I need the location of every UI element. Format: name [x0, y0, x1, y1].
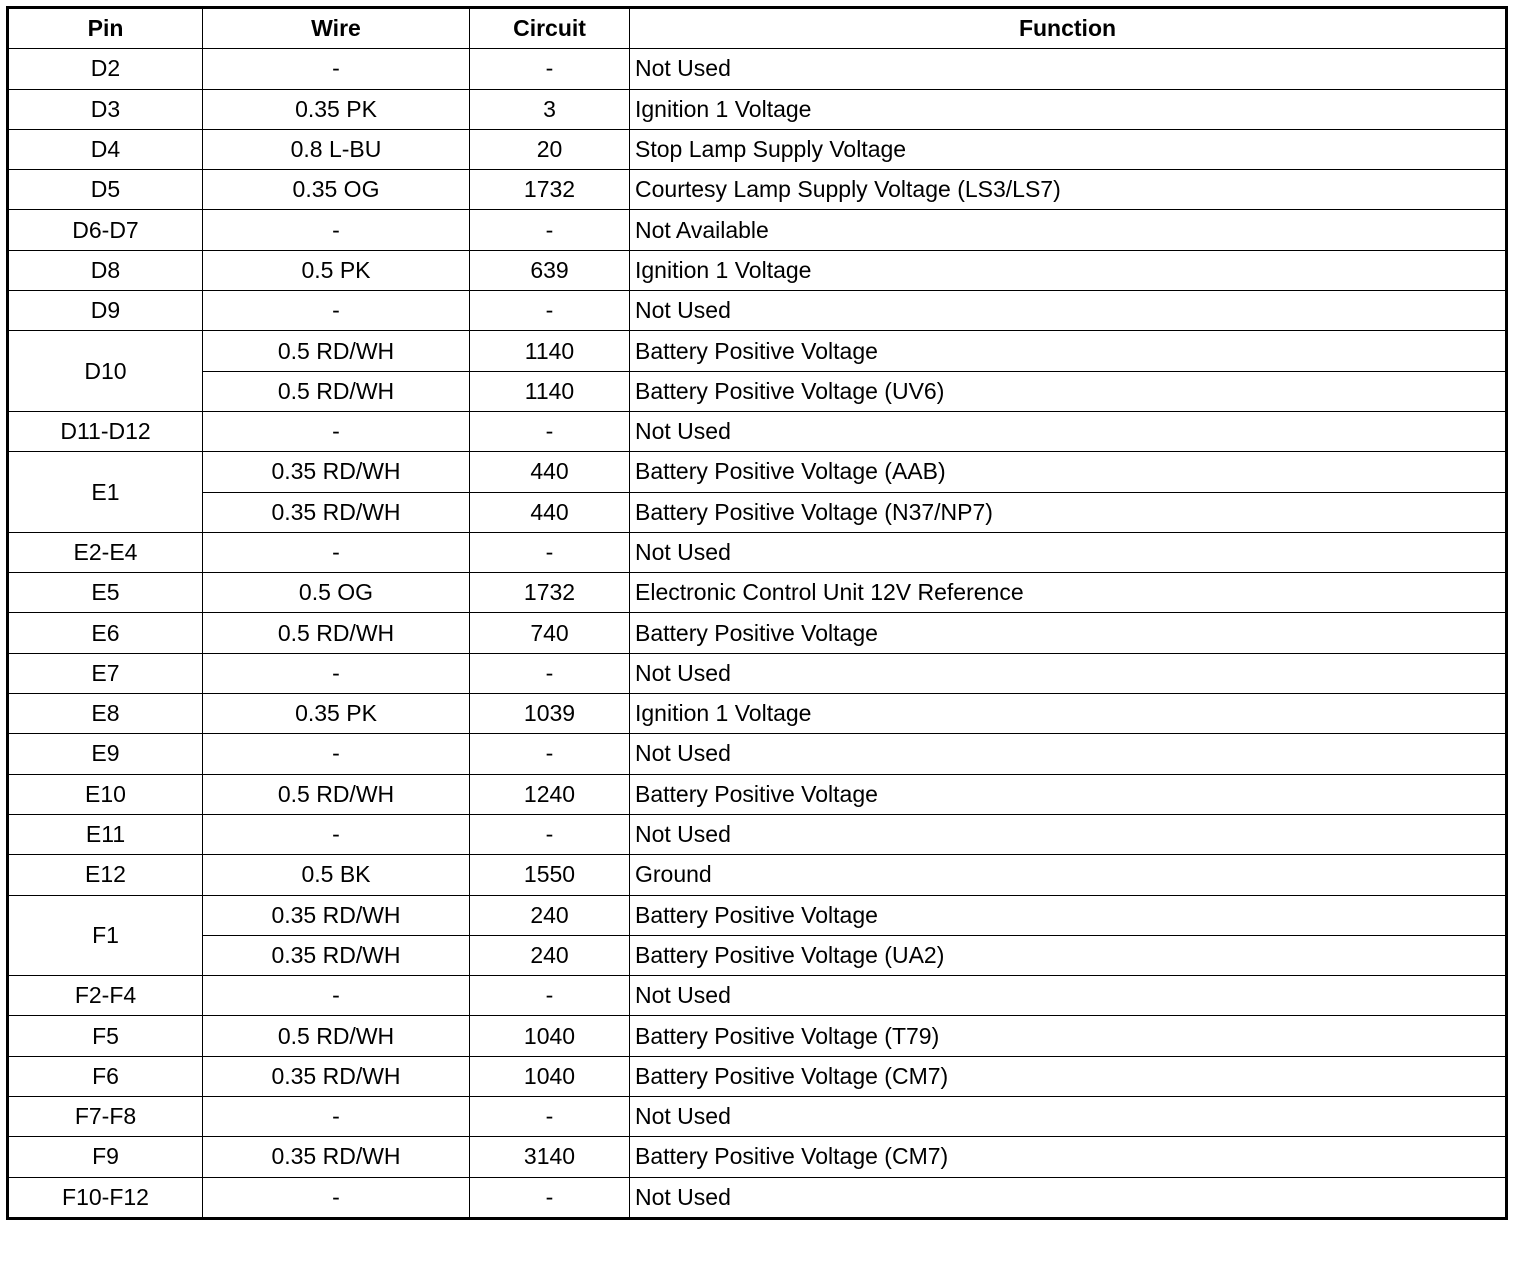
pin-cell: F9: [8, 1137, 203, 1177]
pin-cell: F6: [8, 1056, 203, 1096]
function-cell: Battery Positive Voltage: [630, 774, 1507, 814]
circuit-cell: -: [470, 1097, 630, 1137]
circuit-cell: 1732: [470, 170, 630, 210]
table-row: [8, 1137, 1507, 1177]
circuit-cell: 1040: [470, 1056, 630, 1096]
table-row: [8, 976, 1507, 1016]
pin-cell: E12: [8, 855, 203, 895]
wire-cell: 0.5 BK: [203, 855, 470, 895]
circuit-cell: 1140: [470, 371, 630, 411]
function-cell: Battery Positive Voltage (T79): [630, 1016, 1507, 1056]
table-row: [8, 694, 1507, 734]
circuit-cell: 240: [470, 935, 630, 975]
pin-cell: F7-F8: [8, 1097, 203, 1137]
function-cell: Electronic Control Unit 12V Reference: [630, 573, 1507, 613]
circuit-cell: 1040: [470, 1016, 630, 1056]
wire-cell: -: [203, 734, 470, 774]
function-cell: Stop Lamp Supply Voltage: [630, 129, 1507, 169]
function-cell: Battery Positive Voltage: [630, 613, 1507, 653]
header-row: [8, 8, 1507, 49]
circuit-cell: -: [470, 291, 630, 331]
table-row: [8, 653, 1507, 693]
function-cell: Not Used: [630, 532, 1507, 572]
circuit-cell: 1240: [470, 774, 630, 814]
wire-cell: -: [203, 210, 470, 250]
circuit-cell: -: [470, 653, 630, 693]
pin-cell: D10: [8, 331, 203, 412]
pin-cell: E5: [8, 573, 203, 613]
function-cell: Courtesy Lamp Supply Voltage (LS3/LS7): [630, 170, 1507, 210]
circuit-cell: 440: [470, 492, 630, 532]
table-row: [8, 89, 1507, 129]
wire-cell: 0.35 RD/WH: [203, 452, 470, 492]
pin-cell: D3: [8, 89, 203, 129]
wire-cell: -: [203, 1097, 470, 1137]
function-cell: Not Used: [630, 814, 1507, 854]
function-cell: Ground: [630, 855, 1507, 895]
circuit-cell: 740: [470, 613, 630, 653]
circuit-cell: -: [470, 411, 630, 451]
function-cell: Not Used: [630, 1097, 1507, 1137]
pin-cell: D9: [8, 291, 203, 331]
circuit-cell: 1550: [470, 855, 630, 895]
wire-cell: 0.8 L-BU: [203, 129, 470, 169]
wire-cell: -: [203, 976, 470, 1016]
circuit-cell: 240: [470, 895, 630, 935]
function-cell: Not Used: [630, 976, 1507, 1016]
table-row: [8, 1056, 1507, 1096]
header-pin: Pin: [8, 8, 203, 49]
function-cell: Battery Positive Voltage (N37/NP7): [630, 492, 1507, 532]
wire-cell: 0.35 RD/WH: [203, 935, 470, 975]
pin-cell: E9: [8, 734, 203, 774]
connector-pinout-table: [6, 6, 1508, 1220]
header-circuit: Circuit: [470, 8, 630, 49]
pin-cell: E11: [8, 814, 203, 854]
function-cell: Not Available: [630, 210, 1507, 250]
wire-cell: -: [203, 411, 470, 451]
pin-cell: E7: [8, 653, 203, 693]
circuit-cell: -: [470, 814, 630, 854]
table-row: [8, 492, 1507, 532]
wire-cell: -: [203, 291, 470, 331]
function-cell: Not Used: [630, 653, 1507, 693]
pin-cell: E2-E4: [8, 532, 203, 572]
pin-cell: F2-F4: [8, 976, 203, 1016]
wire-cell: -: [203, 1177, 470, 1218]
table-row: [8, 170, 1507, 210]
wire-cell: 0.35 RD/WH: [203, 895, 470, 935]
circuit-cell: 1140: [470, 331, 630, 371]
function-cell: Ignition 1 Voltage: [630, 694, 1507, 734]
circuit-cell: -: [470, 976, 630, 1016]
table-row: [8, 814, 1507, 854]
wire-cell: 0.35 OG: [203, 170, 470, 210]
function-cell: Battery Positive Voltage (AAB): [630, 452, 1507, 492]
circuit-cell: 3140: [470, 1137, 630, 1177]
pin-cell: F10-F12: [8, 1177, 203, 1218]
wire-cell: 0.5 RD/WH: [203, 371, 470, 411]
wire-cell: 0.5 OG: [203, 573, 470, 613]
table-row: [8, 532, 1507, 572]
pin-cell: E6: [8, 613, 203, 653]
function-cell: Not Used: [630, 411, 1507, 451]
pin-cell: F5: [8, 1016, 203, 1056]
circuit-cell: 3: [470, 89, 630, 129]
circuit-cell: 1039: [470, 694, 630, 734]
table-row: [8, 1097, 1507, 1137]
wire-cell: 0.5 RD/WH: [203, 1016, 470, 1056]
function-cell: Not Used: [630, 734, 1507, 774]
wire-cell: 0.5 PK: [203, 250, 470, 290]
wire-cell: 0.35 RD/WH: [203, 1137, 470, 1177]
circuit-cell: 639: [470, 250, 630, 290]
wire-cell: 0.35 RD/WH: [203, 1056, 470, 1096]
pin-cell: E10: [8, 774, 203, 814]
header-function: Function: [630, 8, 1507, 49]
pin-cell: E1: [8, 452, 203, 533]
wire-cell: -: [203, 49, 470, 89]
function-cell: Not Used: [630, 291, 1507, 331]
circuit-cell: -: [470, 49, 630, 89]
table-row: [8, 331, 1507, 371]
table-header: [8, 8, 1507, 49]
function-cell: Ignition 1 Voltage: [630, 89, 1507, 129]
table-row: [8, 613, 1507, 653]
table-row: [8, 411, 1507, 451]
pin-cell: D5: [8, 170, 203, 210]
table-row: [8, 371, 1507, 411]
wire-cell: 0.35 PK: [203, 89, 470, 129]
function-cell: Battery Positive Voltage (CM7): [630, 1137, 1507, 1177]
pin-cell: D4: [8, 129, 203, 169]
table-row: [8, 452, 1507, 492]
circuit-cell: -: [470, 210, 630, 250]
table-row: [8, 1016, 1507, 1056]
table-row: [8, 774, 1507, 814]
table-row: [8, 935, 1507, 975]
pin-cell: D2: [8, 49, 203, 89]
function-cell: Battery Positive Voltage: [630, 331, 1507, 371]
function-cell: Not Used: [630, 49, 1507, 89]
wire-cell: 0.5 RD/WH: [203, 331, 470, 371]
wire-cell: -: [203, 653, 470, 693]
circuit-cell: -: [470, 532, 630, 572]
pin-cell: F1: [8, 895, 203, 976]
function-cell: Battery Positive Voltage: [630, 895, 1507, 935]
circuit-cell: 1732: [470, 573, 630, 613]
wire-cell: 0.5 RD/WH: [203, 613, 470, 653]
table-row: [8, 210, 1507, 250]
table-row: [8, 855, 1507, 895]
wire-cell: -: [203, 532, 470, 572]
table-row: [8, 895, 1507, 935]
circuit-cell: 20: [470, 129, 630, 169]
table-row: [8, 49, 1507, 89]
table-body: [8, 49, 1507, 1219]
wire-cell: 0.35 PK: [203, 694, 470, 734]
pin-cell: D11-D12: [8, 411, 203, 451]
table-row: [8, 1177, 1507, 1218]
circuit-cell: -: [470, 734, 630, 774]
table-row: [8, 734, 1507, 774]
pin-cell: E8: [8, 694, 203, 734]
function-cell: Battery Positive Voltage (UV6): [630, 371, 1507, 411]
circuit-cell: 440: [470, 452, 630, 492]
table-row: [8, 129, 1507, 169]
function-cell: Not Used: [630, 1177, 1507, 1218]
function-cell: Ignition 1 Voltage: [630, 250, 1507, 290]
wire-cell: -: [203, 814, 470, 854]
circuit-cell: -: [470, 1177, 630, 1218]
table-row: [8, 291, 1507, 331]
function-cell: Battery Positive Voltage (UA2): [630, 935, 1507, 975]
pin-cell: D6-D7: [8, 210, 203, 250]
pin-cell: D8: [8, 250, 203, 290]
wire-cell: 0.35 RD/WH: [203, 492, 470, 532]
table-row: [8, 573, 1507, 613]
wire-cell: 0.5 RD/WH: [203, 774, 470, 814]
header-wire: Wire: [203, 8, 470, 49]
table-row: [8, 250, 1507, 290]
function-cell: Battery Positive Voltage (CM7): [630, 1056, 1507, 1096]
